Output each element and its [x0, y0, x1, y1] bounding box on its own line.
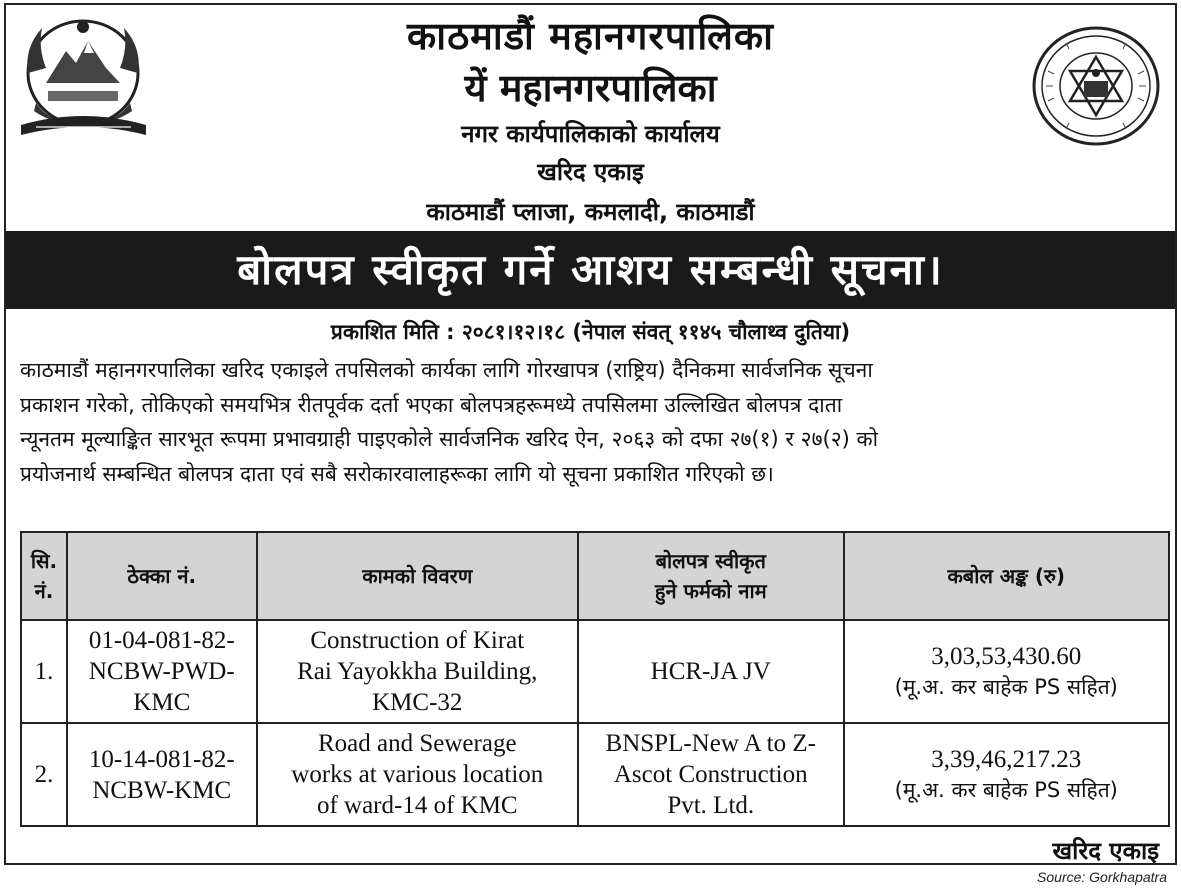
- cell-amount: 3,03,53,430.60 (मू.अ. कर बाहेक PS सहित): [844, 620, 1169, 723]
- body-line: प्रयोजनार्थ सम्बन्धित बोलपत्र दाता एवं सबै सरोकारवालाहरूका लागि यो सूचना प्रकाशित गरिएको छ।: [20, 461, 774, 486]
- kmc-seal-icon: [1026, 21, 1166, 151]
- header-description: कामको विवरण: [257, 532, 578, 620]
- source-credit: Source: Gorkhapatra: [1037, 869, 1167, 885]
- table-row: [21, 620, 1169, 723]
- cell-contract-no: 01-04-081-82- NCBW-PWD- KMC: [67, 620, 257, 723]
- body-line: काठमाडौं महानगरपालिका खरिद एकाइले तपसिलको कार्यका लागि गोरखापत्र (राष्ट्रिय) दैनिकमा सार्वजनिक सूचना: [20, 358, 873, 382]
- cell-amount: 3,39,46,217.23 (मू.अ. कर बाहेक PS सहित): [844, 723, 1169, 826]
- table-row: [21, 723, 1169, 826]
- cell-sn: 2.: [21, 723, 67, 826]
- header-firm: बोलपत्र स्वीकृत हुने फर्मको नाम: [578, 532, 844, 620]
- header-contract-no: ठेक्का नं.: [67, 532, 257, 620]
- publish-date: प्रकाशित मिति : २०८१।१२।१८ (नेपाल संवत् ११४५ चौलाथ्व दुतिया): [330, 320, 851, 344]
- notice-title-banner: बोलपत्र स्वीकृत गर्ने आशय सम्बन्धी सूचना।: [6, 231, 1175, 309]
- office-name: नगर कार्यपालिकाको कार्यालय: [461, 120, 720, 148]
- cell-description: Construction of Kirat Rai Yayokkha Building, KMC-32: [257, 620, 578, 723]
- org-name-newari: यें महानगरपालिका: [464, 65, 717, 110]
- bid-acceptance-table: [20, 531, 1170, 827]
- table-header-row: [21, 532, 1169, 620]
- header-amount: कबोल अङ्क (रु): [844, 532, 1169, 620]
- notice-body: [20, 353, 1166, 491]
- cell-firm: HCR-JA JV: [578, 620, 844, 723]
- body-line: प्रकाशन गरेको, तोकिएको समयभित्र रीतपूर्वक दर्ता भएका बोलपत्रहरूमध्ये तपसिलमा उल्लिखित बोलपत्र दाता: [20, 392, 843, 417]
- notice-header: [6, 5, 1175, 229]
- cell-contract-no: 10-14-081-82- NCBW-KMC: [67, 723, 257, 826]
- header-sn: सि. नं.: [21, 532, 67, 620]
- signoff: खरिद एकाइ: [1052, 837, 1159, 865]
- cell-firm: BNSPL-New A to Z- Ascot Construction Pvt. Ltd.: [578, 723, 844, 826]
- notice-frame: [4, 3, 1177, 865]
- cell-sn: 1.: [21, 620, 67, 723]
- office-address: काठमाडौं प्लाजा, कमलादी, काठमाडौं: [426, 198, 755, 226]
- cell-description: Road and Sewerage works at various location of ward-14 of KMC: [257, 723, 578, 826]
- org-name: काठमाडौं महानगरपालिका: [407, 14, 774, 58]
- unit-name: खरिद एकाइ: [537, 158, 644, 186]
- body-line: न्यूनतम मूल्याङ्कित सारभूत रूपमा प्रभावग्राही पाइएकोले सार्वजनिक खरिद ऐन, २०६३ को दफा २७(१) र २७(२) को: [20, 427, 879, 451]
